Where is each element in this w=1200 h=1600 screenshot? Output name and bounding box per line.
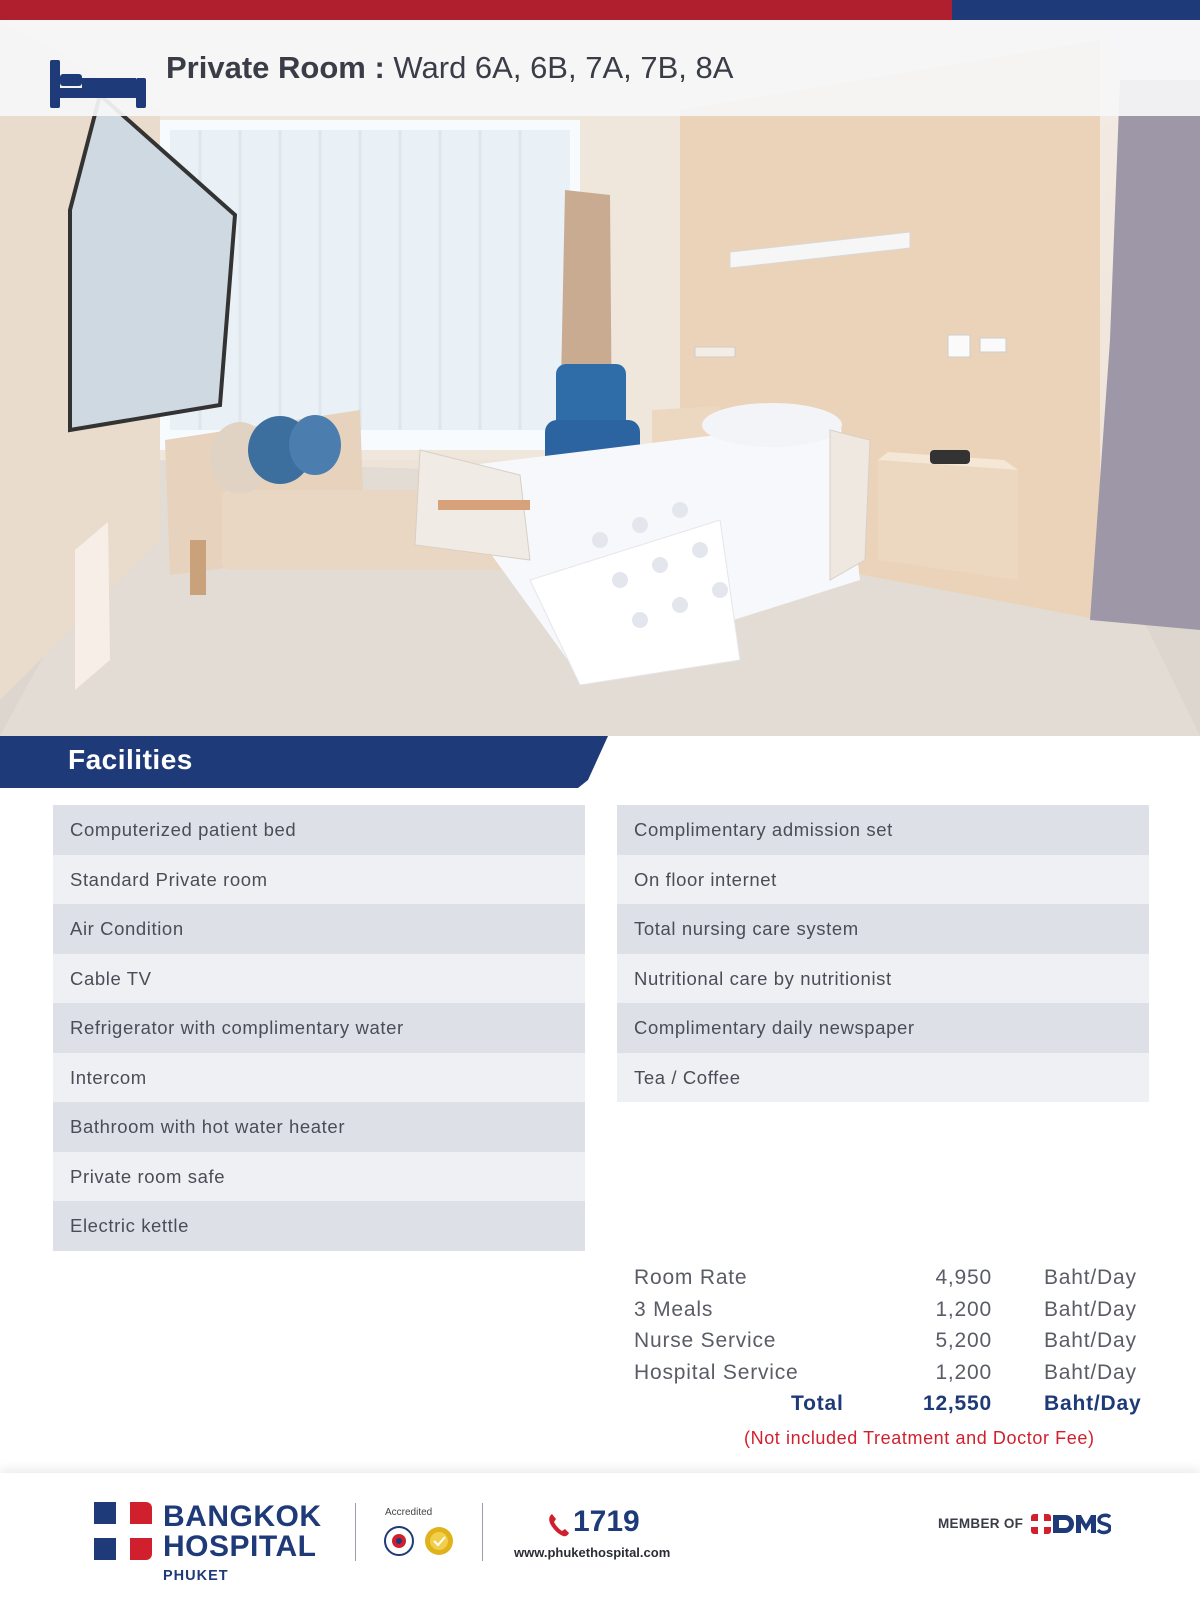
bdms-logo-icon xyxy=(1031,1510,1111,1538)
rate-unit: Baht/Day xyxy=(1044,1266,1137,1289)
facility-item: Refrigerator with complimentary water xyxy=(53,1003,585,1053)
bangkok-hospital-logo-icon xyxy=(94,1502,152,1560)
page-title xyxy=(166,50,733,86)
top-color-bar xyxy=(0,0,1200,20)
footer-divider xyxy=(482,1503,483,1561)
facility-item: Tea / Coffee xyxy=(617,1053,1149,1103)
rate-unit: Baht/Day xyxy=(1044,1360,1137,1384)
brand-name-line1: BANGKOK xyxy=(163,1500,322,1533)
rate-label: 3 Meals xyxy=(634,1297,714,1321)
rate-unit: Baht/Day xyxy=(1044,1329,1137,1352)
total-unit: Baht/Day xyxy=(1044,1392,1142,1415)
facility-item: Cable TV xyxy=(53,954,585,1004)
rate-label: Hospital Service xyxy=(634,1360,799,1384)
facility-item: Nutritional care by nutritionist xyxy=(617,954,1149,1004)
rate-row-hospital xyxy=(634,1361,1174,1393)
facility-item: Air Condition xyxy=(53,904,585,954)
rate-amount: 5,200 xyxy=(935,1329,992,1352)
page-title-wards: Ward 6A, 6B, 7A, 7B, 8A xyxy=(384,50,734,85)
rate-amount: 4,950 xyxy=(935,1266,992,1289)
rate-row-room xyxy=(634,1266,1174,1298)
rate-label: Nurse Service xyxy=(634,1329,777,1352)
accreditation-seal-icon xyxy=(384,1526,414,1556)
facility-item: Complimentary admission set xyxy=(617,805,1149,855)
total-label: Total xyxy=(791,1392,844,1415)
facility-item: Total nursing care system xyxy=(617,904,1149,954)
rate-note: (Not included Treatment and Doctor Fee) xyxy=(744,1428,1095,1448)
member-of-label: MEMBER OF xyxy=(938,1516,1024,1531)
facility-item: Bathroom with hot water heater xyxy=(53,1102,585,1152)
room-photo xyxy=(0,20,1200,736)
rate-amount: 1,200 xyxy=(935,1297,992,1321)
brand-name-line2: HOSPITAL xyxy=(163,1530,317,1563)
rate-row-meals xyxy=(634,1298,1174,1330)
rate-unit: Baht/Day xyxy=(1044,1297,1137,1321)
facility-item: Electric kettle xyxy=(53,1201,585,1251)
page-title-bold: Private Room : xyxy=(166,50,385,85)
facility-item: On floor internet xyxy=(617,855,1149,905)
facilities-left-list xyxy=(53,805,585,1251)
brand-location: PHUKET xyxy=(163,1568,229,1584)
footer xyxy=(0,1473,1200,1600)
bed-icon xyxy=(48,58,148,110)
top-color-bar-blue xyxy=(952,0,1200,20)
facility-item: Private room safe xyxy=(53,1152,585,1202)
accredited-label: Accredited xyxy=(385,1507,433,1518)
facility-item: Standard Private room xyxy=(53,855,585,905)
rate-label: Room Rate xyxy=(634,1266,748,1289)
facility-item: Complimentary daily newspaper xyxy=(617,1003,1149,1053)
room-photo-illustration xyxy=(0,20,1200,736)
rate-amount: 1,200 xyxy=(935,1360,992,1384)
rate-table xyxy=(634,1266,1174,1424)
jci-gold-seal-icon xyxy=(424,1526,454,1556)
rate-row-nurse xyxy=(634,1329,1174,1361)
facility-item: Intercom xyxy=(53,1053,585,1103)
facilities-heading: Facilities xyxy=(68,744,193,775)
hotline-number[interactable]: 1719 xyxy=(573,1505,640,1538)
rate-row-total xyxy=(634,1392,1174,1424)
website-link[interactable]: www.phukethospital.com xyxy=(514,1545,671,1560)
facility-item: Computerized patient bed xyxy=(53,805,585,855)
total-amount: 12,550 xyxy=(922,1392,992,1415)
phone-icon xyxy=(547,1512,571,1538)
footer-divider xyxy=(355,1503,356,1561)
facilities-right-list xyxy=(617,805,1149,1102)
